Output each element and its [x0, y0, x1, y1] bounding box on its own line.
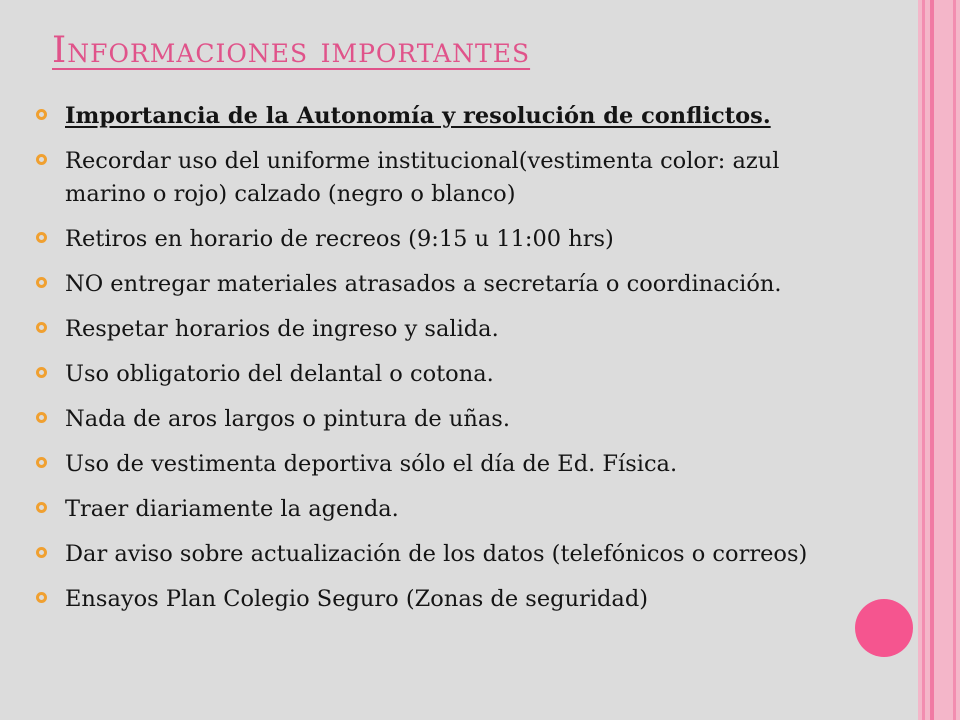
bullet-item [0, 100, 860, 133]
bullet-marker-icon [36, 154, 47, 165]
bullet-marker-icon [36, 592, 47, 603]
bullet-item [0, 403, 860, 436]
bullet-text: Respetar horarios de ingreso y salida. [65, 316, 499, 342]
bullet-marker-icon [36, 367, 47, 378]
bullet-marker-icon [36, 322, 47, 333]
decorative-stripe-line [922, 0, 925, 720]
decorative-stripe-line [930, 0, 934, 720]
bullet-item [0, 448, 860, 481]
bullet-text: Dar aviso sobre actualización de los datos (telefónicos o correos) [65, 541, 808, 567]
slide-title: Informaciones importantes [52, 30, 531, 71]
bullet-marker-icon [36, 457, 47, 468]
bullet-text: Uso de vestimenta deportiva sólo el día de Ed. Física. [65, 451, 678, 477]
bullet-item [0, 145, 860, 211]
decorative-circle [855, 599, 913, 657]
bullet-marker-icon [36, 412, 47, 423]
bullet-marker-icon [36, 232, 47, 243]
bullet-text: Retiros en horario de recreos (9:15 u 11:00 hrs) [65, 226, 614, 252]
bullet-text: Nada de aros largos o pintura de uñas. [65, 406, 510, 432]
bullet-text: Traer diariamente la agenda. [65, 496, 399, 522]
bullet-marker-icon [36, 109, 47, 120]
bullet-text: Importancia de la Autonomía y resolución de conflictos. [65, 103, 771, 129]
bullet-marker-icon [36, 547, 47, 558]
bullet-text: Ensayos Plan Colegio Seguro (Zonas de seguridad) [65, 586, 649, 612]
decorative-stripe-line [953, 0, 956, 720]
bullet-item [0, 223, 860, 256]
bullet-text: NO entregar materiales atrasados a secretaría o coordinación. [65, 271, 782, 297]
bullet-marker-icon [36, 502, 47, 513]
bullet-text: Recordar uso del uniforme institucional(vestimenta color: azul marino o rojo) calzado (negro o blanco) [65, 148, 780, 207]
bullet-item [0, 583, 860, 616]
bullet-item [0, 268, 860, 301]
bullet-list [0, 100, 860, 628]
bullet-text: Uso obligatorio del delantal o cotona. [65, 361, 494, 387]
bullet-item [0, 493, 860, 526]
bullet-marker-icon [36, 277, 47, 288]
bullet-item [0, 358, 860, 391]
bullet-item [0, 313, 860, 346]
bullet-item [0, 538, 860, 571]
